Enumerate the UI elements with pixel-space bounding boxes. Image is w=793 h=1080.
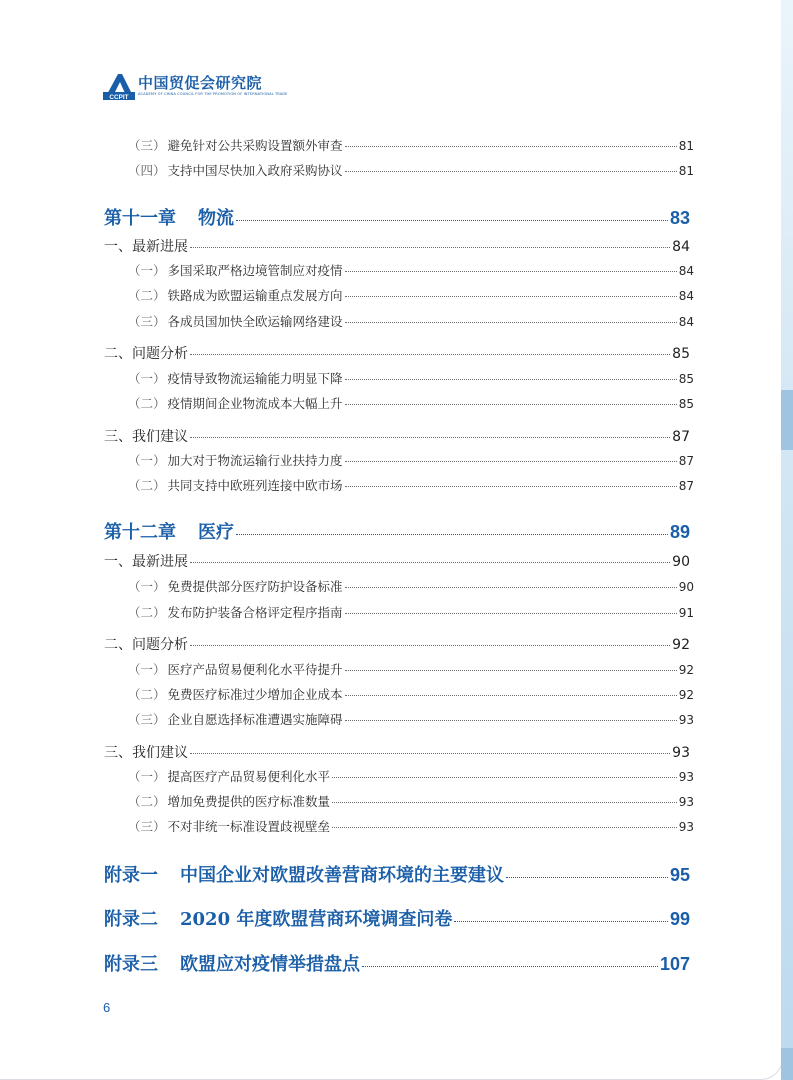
toc-entry-text: 共同支持中欧班列连接中欧市场 (167, 478, 343, 493)
toc-entry-title (104, 950, 360, 976)
toc-entry-text: 三、我们建议 (104, 429, 188, 445)
toc-page-number: 107 (659, 954, 690, 974)
toc-entry-title (128, 476, 343, 494)
toc-entry-text: 免费医疗标准过少增加企业成本 (167, 687, 343, 702)
toc-dot-leader (345, 271, 677, 272)
toc-entry-number: 附录一 (104, 865, 158, 886)
toc-dot-leader (345, 613, 677, 614)
toc-dot-leader (345, 670, 677, 671)
toc-entry-number: （一） (128, 371, 166, 386)
toc-entry-text: 二、问题分析 (104, 346, 188, 362)
toc-entry-text: 医疗 (198, 522, 234, 543)
toc-entry-title (128, 710, 343, 728)
toc-subsection-entry[interactable] (128, 685, 694, 703)
toc-entry-text: 中国企业对欧盟改善营商环境的主要建议 (180, 865, 504, 886)
toc-page-number: 87 (678, 454, 694, 468)
toc-page-number: 92 (678, 663, 694, 677)
toc-entry-text: 欧盟应对疫情举措盘点 (180, 954, 360, 975)
page-number: 6 (103, 1000, 111, 1015)
toc-dot-leader (190, 645, 670, 646)
toc-dot-leader (345, 322, 677, 323)
toc-entry-title (128, 817, 330, 835)
toc-page-number: 84 (678, 289, 694, 303)
toc-entry-number: （三） (128, 819, 166, 834)
toc-dot-leader (506, 877, 668, 878)
toc-entry-number: （四） (128, 163, 166, 178)
toc-entry-text: 疫情导致物流运输能力明显下降 (167, 371, 343, 386)
toc-page-number: 84 (678, 315, 694, 329)
toc-subsection-entry[interactable] (128, 767, 694, 785)
toc-subsection-entry[interactable] (128, 261, 694, 279)
toc-page-number: 83 (669, 208, 690, 228)
toc-dot-leader (190, 437, 670, 438)
toc-page-number: 81 (678, 139, 694, 153)
toc-entry-title (128, 369, 343, 387)
toc-entry-title (104, 204, 234, 230)
toc-page-number: 99 (669, 909, 690, 929)
toc-entry-text: 发布防护装备合格评定程序指南 (167, 605, 343, 620)
toc-entry-text: 一、最新进展 (104, 239, 188, 255)
toc-subsection-entry[interactable] (128, 369, 694, 387)
toc-entry-title (128, 136, 343, 154)
toc-page-number: 93 (672, 745, 690, 761)
toc-entry-number: （二） (128, 794, 166, 809)
toc-dot-leader (190, 753, 670, 754)
toc-page-number: 93 (678, 713, 694, 727)
toc-entry-title (104, 343, 188, 363)
toc-page-number: 87 (678, 479, 694, 493)
toc-page-number: 90 (672, 554, 690, 570)
toc-entry-title (128, 660, 343, 678)
toc-dot-leader (345, 171, 677, 172)
toc-subsection-entry[interactable] (128, 660, 694, 678)
toc-page-number: 90 (678, 580, 694, 594)
toc-section-entry[interactable] (104, 742, 690, 762)
toc-entry-number: （一） (128, 662, 166, 677)
toc-section-entry[interactable] (104, 426, 690, 446)
logo-mark-text: CCPIT (109, 94, 129, 101)
toc-page-number: 92 (672, 637, 690, 653)
toc-section-entry[interactable] (104, 551, 690, 571)
toc-subsection-entry[interactable] (128, 710, 694, 728)
toc-section-entry[interactable] (104, 343, 690, 363)
toc-subsection-entry[interactable] (128, 394, 694, 412)
toc-entry-text: 二、问题分析 (104, 637, 188, 653)
page-edge-strip (781, 0, 793, 1080)
org-name-cn: 中国贸促会研究院 (138, 74, 263, 92)
toc-page-number: 85 (678, 397, 694, 411)
toc-entry-title (104, 861, 504, 887)
toc-subsection-entry[interactable] (128, 286, 694, 304)
toc-subsection-entry[interactable] (128, 603, 694, 621)
toc-dot-leader (190, 354, 670, 355)
toc-entry-text: 免费提供部分医疗防护设备标准 (167, 579, 343, 594)
toc-dot-leader (332, 827, 677, 828)
toc-subsection-entry[interactable] (128, 476, 694, 494)
toc-page-number: 84 (672, 239, 690, 255)
toc-subsection-entry[interactable] (128, 161, 694, 179)
toc-entry-number: （三） (128, 712, 166, 727)
toc-entry-number: 第十二章 (104, 522, 176, 543)
toc-entry-title (104, 518, 234, 544)
toc-subsection-entry[interactable] (128, 817, 694, 835)
toc-chapter-entry[interactable] (104, 950, 690, 976)
toc-dot-leader (345, 404, 677, 405)
toc-subsection-entry[interactable] (128, 312, 694, 330)
toc-chapter-entry[interactable] (104, 861, 690, 887)
toc-entry-text: 铁路成为欧盟运输重点发展方向 (167, 288, 343, 303)
toc-subsection-entry[interactable] (128, 577, 694, 595)
toc-entry-number: 附录二 (104, 909, 158, 930)
toc-page-number: 89 (669, 522, 690, 542)
toc-entry-title (128, 451, 343, 469)
toc-entry-title (104, 551, 188, 571)
toc-dot-leader (454, 921, 668, 922)
toc-entry-number: （一） (128, 579, 166, 594)
toc-entry-text: 避免针对公共采购设置额外审查 (167, 138, 343, 153)
toc-entry-number: （二） (128, 478, 166, 493)
toc-page-number: 93 (678, 770, 694, 784)
toc-entry-number: （二） (128, 605, 166, 620)
toc-entry-title (128, 286, 343, 304)
toc-entry-title (128, 577, 343, 595)
toc-entry-number: （一） (128, 769, 166, 784)
toc-entry-text: 一、最新进展 (104, 554, 188, 570)
toc-entry-title (128, 603, 343, 621)
toc-entry-text: 三、我们建议 (104, 745, 188, 761)
toc-dot-leader (236, 220, 668, 221)
toc-entry-title (104, 426, 188, 446)
toc-dot-leader (345, 720, 677, 721)
toc-entry-text: 企业自愿选择标准遭遇实施障碍 (167, 712, 343, 727)
toc-chapter-entry[interactable] (104, 905, 690, 931)
toc-entry-title (128, 767, 330, 785)
toc-section-entry[interactable] (104, 634, 690, 654)
toc-entry-title (128, 261, 343, 279)
toc-chapter-entry[interactable] (104, 204, 690, 230)
toc-entry-number: （三） (128, 314, 166, 329)
toc-entry-title (128, 161, 343, 179)
org-name-en: ACADEMY OF CHINA COUNCIL FOR THE PROMOTION OF INTERNATIONAL TRADE (138, 92, 288, 96)
toc-page-number: 85 (672, 346, 690, 362)
toc-page-number: 85 (678, 372, 694, 386)
toc-entry-text: 疫情期间企业物流成本大幅上升 (167, 396, 343, 411)
toc-dot-leader (190, 247, 670, 248)
toc-entry-text: 多国采取严格边境管制应对疫情 (167, 263, 343, 278)
toc-dot-leader (345, 146, 677, 147)
toc-page-number: 81 (678, 164, 694, 178)
toc-dot-leader (345, 296, 677, 297)
toc-entry-title (128, 792, 330, 810)
toc-page-number: 91 (678, 606, 694, 620)
toc-dot-leader (345, 461, 677, 462)
toc-dot-leader (190, 562, 670, 563)
toc-page-number: 87 (672, 429, 690, 445)
toc-entry-text: 医疗产品贸易便利化水平待提升 (167, 662, 343, 677)
ccpit-logo-icon (102, 70, 136, 102)
toc-subsection-entry[interactable] (128, 136, 694, 154)
toc-entry-number: 第十一章 (104, 208, 176, 229)
toc-subsection-entry[interactable] (128, 792, 694, 810)
toc-entry-number: （一） (128, 263, 166, 278)
toc-dot-leader (345, 379, 677, 380)
toc-entry-text: 各成员国加快全欧运输网络建设 (167, 314, 343, 329)
toc-dot-leader (345, 587, 677, 588)
toc-page-number: 93 (678, 820, 694, 834)
toc-entry-number: 附录三 (104, 954, 158, 975)
toc-page-number: 95 (669, 865, 690, 885)
toc-entry-title (104, 634, 188, 654)
toc-entry-title (104, 905, 452, 931)
toc-entry-title (104, 236, 188, 256)
toc-entry-number: （三） (128, 138, 166, 153)
toc-entry-text: 2020 年度欧盟营商环境调查问卷 (180, 909, 453, 930)
toc-dot-leader (332, 802, 677, 803)
toc-dot-leader (345, 695, 677, 696)
toc-subsection-entry[interactable] (128, 451, 694, 469)
toc-entry-text: 物流 (198, 208, 234, 229)
toc-entry-number: （二） (128, 687, 166, 702)
toc-page-number: 84 (678, 264, 694, 278)
toc-dot-leader (362, 966, 658, 967)
toc-entry-text: 加大对于物流运输行业扶持力度 (167, 453, 343, 468)
toc-section-entry[interactable] (104, 236, 690, 256)
toc-entry-title (128, 685, 343, 703)
toc-page-number: 93 (678, 795, 694, 809)
toc-entry-text: 不对非统一标准设置歧视壁垒 (167, 819, 331, 834)
toc-entry-title (128, 394, 343, 412)
toc-dot-leader (345, 486, 677, 487)
toc-dot-leader (332, 777, 677, 778)
toc-page-number: 92 (678, 688, 694, 702)
toc-entry-text: 支持中国尽快加入政府采购协议 (167, 163, 343, 178)
ccpit-logo (102, 70, 302, 106)
toc-dot-leader (236, 534, 668, 535)
toc-entry-text: 增加免费提供的医疗标准数量 (167, 794, 331, 809)
toc-entry-title (104, 742, 188, 762)
toc-chapter-entry[interactable] (104, 518, 690, 544)
toc-entry-number: （二） (128, 396, 166, 411)
toc-entry-title (128, 312, 343, 330)
toc-entry-number: （二） (128, 288, 166, 303)
toc-entry-number: （一） (128, 453, 166, 468)
toc-entry-text: 提高医疗产品贸易便利化水平 (167, 769, 331, 784)
